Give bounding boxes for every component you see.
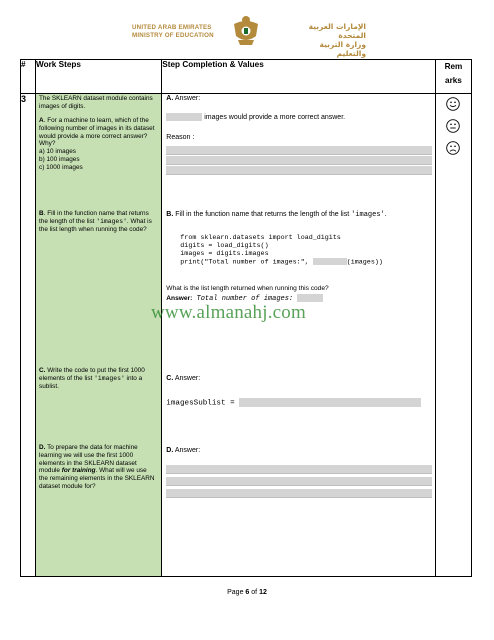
answer-a-header (166, 95, 200, 103)
page-footer (0, 589, 494, 596)
column-step-completion-header: Step Completion & Values (162, 60, 436, 94)
reason-line-2[interactable] (166, 156, 432, 165)
remarks-label: Rem arks (444, 62, 463, 85)
column-remarks-header (435, 60, 471, 94)
page-header (0, 0, 494, 60)
sad-face-icon[interactable] (446, 141, 460, 155)
step-c-text-end: into a sublist. (39, 374, 143, 390)
sublist-code: imagesSublist = (166, 399, 240, 408)
reason-line-1[interactable] (166, 146, 432, 155)
step-a (39, 117, 157, 172)
answer-a-blank-field[interactable] (166, 113, 202, 121)
answer-c-code (166, 398, 421, 408)
answer-b-answer-text: Total number of images: (192, 294, 298, 303)
answer-b-question: What is the list length returned when running this code? (166, 285, 329, 292)
step-intro: The SKLEARN dataset module contains images of digits. (39, 95, 153, 110)
answer-b-list-name: 'images' (351, 211, 385, 219)
step-d-text-end: . What will we use the remaining elements in the SKLEARN dataset module for? (39, 467, 155, 490)
code-line: digits = load_digits() (180, 242, 269, 250)
answer-d-label: D. (166, 447, 174, 454)
step-c (39, 367, 157, 390)
code-print-start: print("Total number of images:", (180, 258, 313, 267)
answer-a-sentence-text: images would provide a more correct answer. (204, 113, 346, 121)
step-c-label: C. (39, 367, 46, 374)
answer-a-caption: Answer: (173, 95, 201, 102)
step-b (39, 210, 157, 233)
footer-page-total: 12 (259, 589, 267, 596)
step-completion-cell (162, 94, 436, 577)
step-a-option: b) 100 images (39, 155, 80, 163)
code-line: images = digits.images (180, 250, 269, 258)
answer-c-caption: Answer: (173, 375, 201, 382)
step-c-list-name: 'images' (94, 374, 125, 382)
uae-emblem-icon (232, 14, 260, 48)
step-b-label: B (39, 210, 44, 217)
answer-b-text-end: . (384, 211, 387, 218)
ministry-name-arabic (290, 22, 366, 58)
step-b-text-end: . What is the list length when running the code? (39, 217, 152, 233)
answer-b-label: B. (166, 211, 174, 218)
reason-line-3[interactable] (166, 166, 432, 175)
row-number: 3 (21, 94, 36, 577)
step-a-option: a) 10 images (39, 148, 76, 156)
footer-page-label: Page (227, 589, 246, 596)
answer-b-answer-label: Answer: (166, 294, 193, 302)
answer-d-header (166, 447, 200, 455)
ministry-ar-line1: الإمارات العربية المتحدة (308, 22, 366, 40)
reason-label: Reason : (166, 134, 195, 141)
column-work-steps-header: Work Steps (36, 60, 162, 94)
code-line: from sklearn.datasets import load_digits (180, 234, 341, 242)
neutral-face-icon[interactable] (446, 119, 460, 133)
ministry-en-line1: UNITED ARAB EMIRATES (132, 24, 212, 31)
answer-b-header (166, 211, 432, 219)
remarks-cell (435, 94, 471, 577)
answer-d-caption: Answer: (173, 447, 201, 454)
step-d-text: To prepare the data for machine learning we will use the first 1000 elements in the SKLEARN dataset module (39, 444, 138, 475)
sublist-blank-field[interactable] (239, 398, 421, 407)
step-b-list-name: 'images' (96, 217, 127, 225)
happy-face-icon[interactable] (446, 97, 460, 111)
column-number-header: # (21, 60, 36, 94)
watermark: www.almanahj.com (151, 302, 306, 323)
code-block (180, 234, 383, 266)
answer-d-line-2[interactable] (166, 477, 432, 486)
answer-c-header (166, 375, 200, 383)
answer-a-sentence (166, 113, 345, 122)
footer-page-of: of (249, 589, 260, 596)
ministry-en-line2: MINISTRY OF EDUCATION (132, 31, 214, 39)
answer-d-line-3[interactable] (166, 489, 432, 498)
step-a-text: . For a machine to learn, which of the following number of images in its dataset would provide a more correct answer? Why? (39, 117, 155, 148)
answer-a-label: A. (166, 95, 174, 102)
step-b-text: . Fill in the function name that returns the length of the list (39, 210, 149, 225)
answer-d-line-1[interactable] (166, 465, 432, 474)
step-c-text: Write the code to put the first 1000 elements of the list (39, 367, 145, 382)
answer-b-text: Fill in the function name that returns the length of the list (173, 211, 352, 218)
work-steps-cell (36, 94, 162, 577)
code-print-end: (images)) (346, 258, 383, 267)
step-a-label: A (39, 117, 44, 124)
step-d-emphasis: for training (61, 467, 96, 475)
ministry-ar-line2: وزارة التربية والتعليم (319, 40, 366, 58)
table-header-row (21, 60, 472, 94)
answer-c-label: C. (166, 375, 174, 382)
step-d (39, 444, 157, 491)
step-d-label: D. (39, 444, 46, 451)
table-row (21, 94, 472, 577)
footer-page-current: 6 (245, 589, 250, 596)
ministry-name-english (132, 24, 214, 39)
list-length-blank-field[interactable] (297, 294, 323, 302)
function-name-blank-field[interactable] (313, 258, 347, 265)
step-a-option: c) 1000 images (39, 163, 83, 171)
code-line-print (180, 258, 383, 266)
